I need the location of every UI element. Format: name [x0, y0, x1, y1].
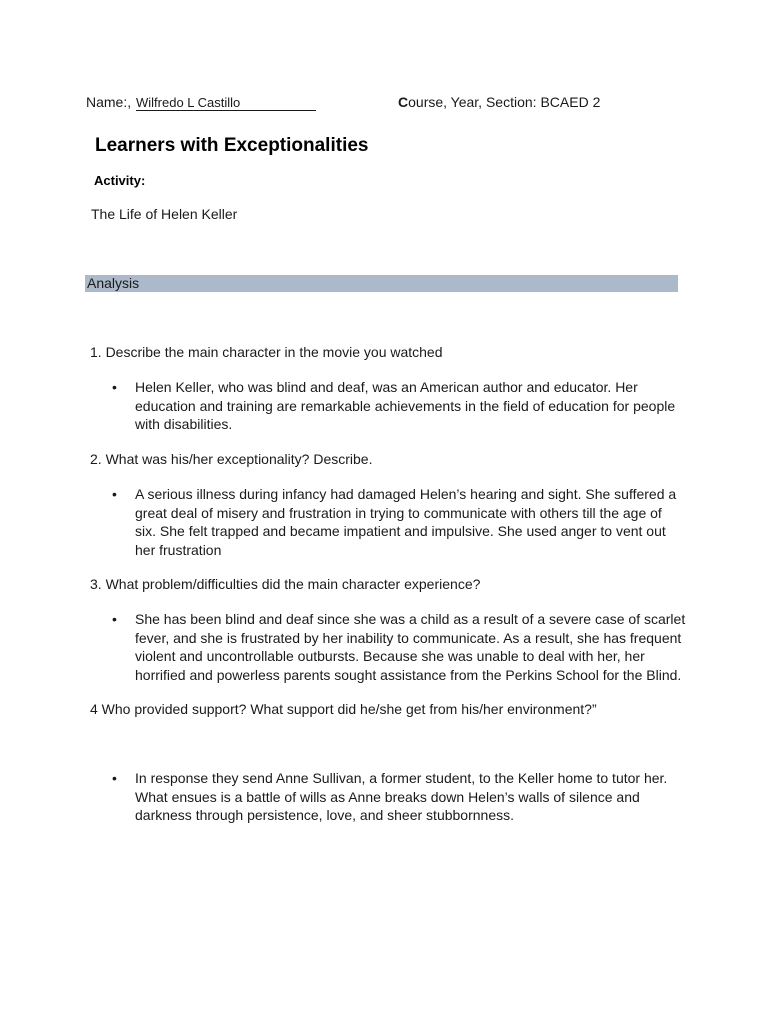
answer-3-line: fever, and she is frustrated by her inability to communicate. As a result, she has frequent — [135, 629, 682, 646]
answer-2 — [135, 485, 680, 560]
answer-4-line: In response they send Anne Sullivan, a former student, to the Keller home to tutor her. — [135, 770, 668, 786]
answer-2-line: A serious illness during infancy had damaged Helen’s hearing and sight. She suffered a — [135, 486, 677, 502]
question-2: 2. What was his/her exceptionality? Describe. — [90, 451, 373, 467]
question-3: 3. What problem/difficulties did the main character experience? — [90, 576, 481, 592]
answer-2-line: great deal of misery and frustration in trying to communicate with others till the age of — [135, 504, 662, 521]
answer-3-line: She has been blind and deaf since she was a child as a result of a severe case of scarlet — [135, 611, 686, 627]
answer-2-line: her frustration — [135, 542, 222, 559]
answer-1-line: education and training are remarkable achievements in the field of education for people — [135, 397, 676, 414]
name-value — [136, 95, 316, 111]
answer-3-line: violent and uncontrollable outbursts. Because she was unable to deal with her, her — [135, 648, 645, 665]
question-1: 1. Describe the main character in the movie you watched — [90, 344, 443, 360]
question-4: 4 Who provided support? What support did he/she get from his/her environment?” — [90, 701, 597, 717]
course-text: ourse, Year, Section: BCAED 2 — [408, 94, 601, 110]
bullet-3: • — [112, 611, 117, 627]
answer-1-line: with disabilities. — [135, 416, 233, 433]
course-section — [398, 94, 600, 110]
activity-label: Activity: — [94, 173, 146, 188]
bullet-2: • — [112, 486, 117, 502]
answer-4-line: What ensues is a battle of wills as Anne breaks down Helen’s walls of silence and — [135, 788, 640, 805]
answer-3-line: horrified and powerless parents sought assistance from the Perkins School for the Blind. — [135, 667, 682, 684]
activity-text: The Life of Helen Keller — [91, 206, 238, 222]
name-value-text: Wilfredo L Castillo — [136, 95, 241, 110]
answer-1 — [135, 378, 680, 434]
analysis-heading-bar — [85, 275, 678, 292]
course-first-letter: C — [398, 94, 409, 110]
answer-2-line: six. She felt trapped and became impatient and impulsive. She used anger to vent out — [135, 523, 666, 540]
answer-1-line: Helen Keller, who was blind and deaf, was an American author and educator. Her — [135, 379, 638, 395]
bullet-1: • — [112, 379, 117, 395]
name-label: Name:, — [86, 94, 132, 110]
answer-3 — [135, 610, 686, 685]
analysis-heading: Analysis — [87, 275, 140, 291]
bullet-4: • — [112, 770, 117, 786]
answer-4-line: darkness through persistence, love, and sheer stubbornness. — [135, 807, 515, 824]
answer-4 — [135, 769, 680, 825]
document-title: Learners with Exceptionalities — [95, 135, 369, 156]
